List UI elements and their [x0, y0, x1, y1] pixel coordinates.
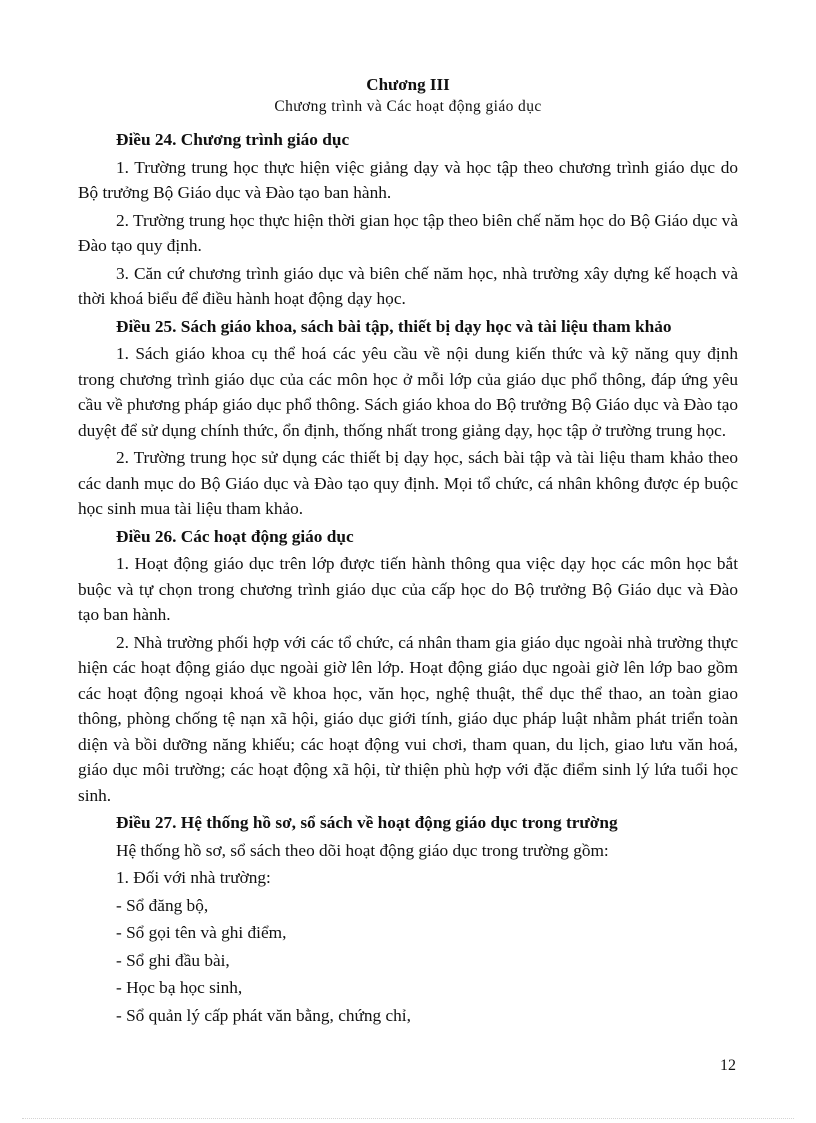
chapter-title: Chương III — [366, 75, 450, 94]
article-25-paragraph-2: 2. Trường trung học sử dụng các thiết bị dạy học, sách bài tập và tài liệu tham khảo theo các danh mục do Bộ Giáo dục và Đào tạo quy định. Mọi tổ chức, cá nhân không được ép buộc học sinh mua tài liệu tham khảo. — [78, 448, 738, 518]
page-bottom-divider — [22, 1118, 794, 1119]
list-item: - Sổ ghi đầu bài, — [116, 950, 230, 970]
article-26-paragraph-2: 2. Nhà trường phối hợp với các tổ chức, cá nhân tham gia giáo dục ngoài nhà trường thực hiện các hoạt động giáo dục ngoài giờ lên lớp. Hoạt động giáo dục ngoài giờ lên lớp bao gồm các hoạt động ngoại khoá về khoa học, văn học, nghệ thuật, thể dục thể thao, an toàn giao thông, phòng chống tệ nạn xã hội, giáo dục giới tính, giáo dục pháp luật nhằm phát triển toàn diện và bồi dưỡng năng khiếu; các hoạt động vui chơi, tham quan, du lịch, giao lưu văn hoá, giáo dục môi trường; các hoạt động xã hội, từ thiện phù hợp với đặc điểm sinh lý lứa tuổi học sinh. — [78, 632, 738, 805]
article-24-paragraph-2: 2. Trường trung học thực hiện thời gian học tập theo biên chế năm học do Bộ Giáo dục và Đào tạo quy định. — [78, 210, 738, 255]
list-item: - Học bạ học sinh, — [116, 978, 243, 997]
article-24-paragraph-1: 1. Trường trung học thực hiện việc giảng dạy và học tập theo chương trình giáo dục do Bộ trưởng Bộ Giáo dục và Đào tạo ban hành. — [78, 157, 738, 202]
list-item: - Sổ quản lý cấp phát văn bằng, chứng chỉ, — [116, 1005, 411, 1025]
article-27-intro: Hệ thống hồ sơ, sổ sách theo dõi hoạt động giáo dục trong trường gồm: — [116, 840, 609, 860]
article-25-paragraph-1: 1. Sách giáo khoa cụ thể hoá các yêu cầu về nội dung kiến thức và kỹ năng quy định trong chương trình giáo dục của các môn học ở mỗi lớp của giáo dục phổ thông, đáp ứng yêu cầu về phương pháp giáo dục phổ thông. Sách giáo khoa do Bộ trưởng Bộ Giáo dục và Đào tạo duyệt để sử dụng chính thức, ổn định, thống nhất trong giảng dạy, học tập ở trường trung học. — [78, 344, 738, 440]
list-item: - Sổ đăng bộ, — [116, 895, 209, 915]
article-27-subheading: 1. Đối với nhà trường: — [116, 868, 271, 887]
article-24-heading: Điều 24. Chương trình giáo dục — [116, 130, 350, 149]
article-27-heading: Điều 27. Hệ thống hồ sơ, sổ sách về hoạt động giáo dục trong trường — [116, 813, 618, 832]
page-content — [78, 74, 738, 1030]
page-number: 12 — [720, 1057, 736, 1074]
article-25-heading: Điều 25. Sách giáo khoa, sách bài tập, thiết bị dạy học và tài liệu tham khảo — [116, 316, 672, 336]
article-24-paragraph-3: 3. Căn cứ chương trình giáo dục và biên chế năm học, nhà trường xây dựng kế hoạch và thời khoá biểu để điều hành hoạt động dạy học. — [78, 263, 738, 308]
article-26-paragraph-1: 1. Hoạt động giáo dục trên lớp được tiến hành thông qua việc dạy học các môn học bắt buộc và tự chọn trong chương trình giáo dục của cấp học do Bộ trưởng Bộ Giáo dục và Đào tạo ban hành. — [78, 554, 738, 624]
list-item: - Sổ gọi tên và ghi điểm, — [116, 923, 287, 942]
chapter-subtitle: Chương trình và Các hoạt động giáo dục — [274, 98, 542, 115]
article-26-heading: Điều 26. Các hoạt động giáo dục — [116, 526, 354, 546]
